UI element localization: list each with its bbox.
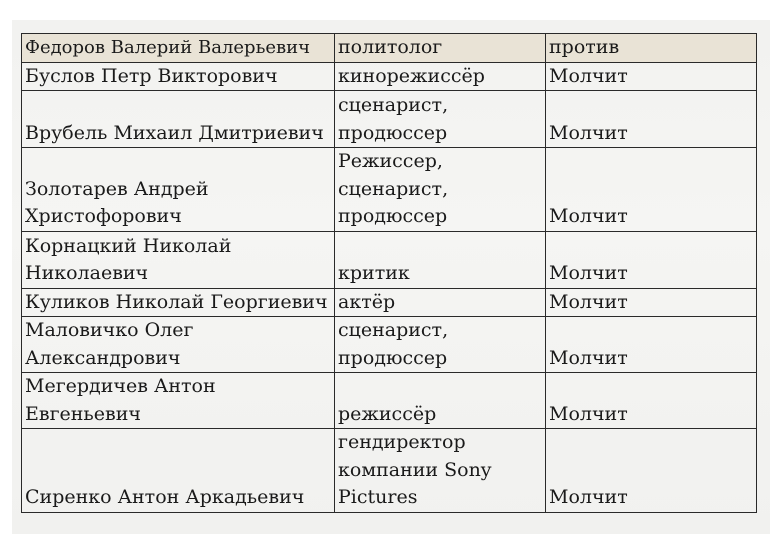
cell-role: кинорежиссёр	[335, 62, 546, 91]
cell-name: Буслов Петр Викторович	[22, 62, 335, 91]
cell-role: режиссёр	[335, 373, 546, 429]
cell-vote: Молчит	[546, 148, 757, 232]
table-row	[22, 288, 757, 317]
cell-name: Врубель Михаил Дмитриевич	[22, 91, 335, 148]
cell-name: Маловичко Олег Александрович	[22, 317, 335, 373]
cell-role: критик	[335, 231, 546, 288]
cell-name: Федоров Валерий Валерьевич	[22, 34, 335, 63]
cell-vote: против	[546, 34, 757, 63]
cell-vote: Молчит	[546, 373, 757, 429]
table-row	[22, 429, 757, 513]
cell-role: Режиссер, сценарист, продюссер	[335, 148, 546, 232]
cell-vote: Молчит	[546, 288, 757, 317]
table-row	[22, 62, 757, 91]
cell-role: сценарист, продюссер	[335, 317, 546, 373]
voting-table	[21, 33, 757, 513]
cell-vote: Молчит	[546, 62, 757, 91]
cell-role: политолог	[335, 34, 546, 63]
cell-role: актёр	[335, 288, 546, 317]
table-row	[22, 148, 757, 232]
cell-name: Сиренко Антон Аркадьевич	[22, 429, 335, 513]
cell-name: Золотарев Андрей Христофорович	[22, 148, 335, 232]
table-row	[22, 91, 757, 148]
cell-name: Мегердичев Антон Евгеньевич	[22, 373, 335, 429]
cell-name: Куликов Николай Георгиевич	[22, 288, 335, 317]
table-row	[22, 373, 757, 429]
cell-role: сценарист, продюссер	[335, 91, 546, 148]
cell-vote: Молчит	[546, 231, 757, 288]
cell-vote: Молчит	[546, 429, 757, 513]
table-row-first	[22, 34, 757, 63]
table-row	[22, 317, 757, 373]
cell-vote: Молчит	[546, 317, 757, 373]
cell-name: Корнацкий Николай Николаевич	[22, 231, 335, 288]
cell-vote: Молчит	[546, 91, 757, 148]
cell-role: гендиректор компании Sony Pictures	[335, 429, 546, 513]
table-row	[22, 231, 757, 288]
